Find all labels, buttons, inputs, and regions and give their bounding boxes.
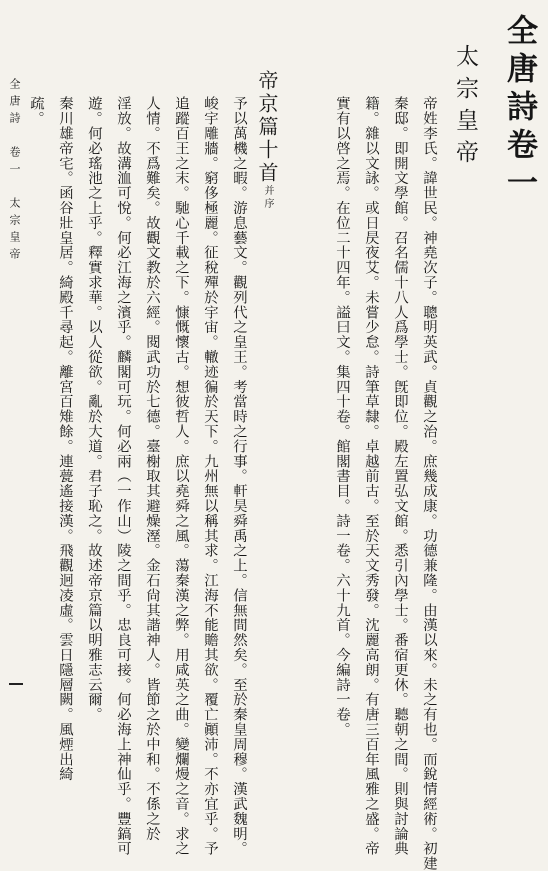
author-name: 太宗皇帝 [452,44,478,172]
body-line: 疏。 [28,96,44,126]
volume-title: 全唐詩卷一 [501,14,537,204]
margin-rule [9,683,23,685]
body-line: 予以萬機之暇。游息藝文。觀列代之皇王。考當時之行事。軒昊舜禹之上。信無間然矣。至於秦皇周穆。漢武魏明。 [231,96,247,856]
preface-line: 實有以啓之焉。在位二十四年。謚曰文。集四十卷。館閣書目。詩一卷。六十九首。今編詩一卷。 [334,96,350,737]
poem-title-text: 帝京篇十首 [255,70,279,185]
preface-line: 帝姓李氏。諱世民。神堯次子。聰明英武。貞觀之治。庶幾成康。功德兼隆。由漢以來。未之有也。而銳情經術。初建 [421,96,437,871]
body-line: 追蹤百王之末。馳心千載之下。慷慨懷古。想彼哲人。庶以堯舜之風。蕩秦漢之弊。用咸英之曲。變爛熳之音。求之 [173,96,189,856]
preface-line: 秦邸。即開文學館。召名儒十八人爲學士。旣即位。殿左置弘文館。悉引內學士。番宿更休。聽朝之間。則與討論典 [392,96,408,856]
body-line: 秦川雄帝宅。函谷壯皇居。綺殿千尋起。離宮百雉餘。連甍遙接漢。飛觀迥凌虛。雲日隱層闕。風煙出綺 [57,96,73,782]
body-line: 淫放。故溝洫可悅。何必江海之濱乎。麟閣可玩。何必兩（一作山）陵之間乎。忠良可接。何必海上神仙乎。豐鎬可 [115,96,131,856]
body-line: 遊。何必瑤池之上乎。釋實求華。以人從欲。亂於大道。君子恥之。故述帝京篇以明雅志云爾。 [86,96,102,722]
body-line: 人情。不爲難矣。故觀文教於六經。閱武功於七德。臺榭取其避燥溼。金石尙其諧神人。皆節之於中和。不係之於 [144,96,160,841]
poem-title [253,70,282,211]
running-head: 全唐詩 卷一 太宗皇帝 [8,78,21,265]
preface-line: 籍。雜以文詠。或日昃夜艾。未嘗少怠。詩筆草隸。卓越前古。至於天文秀發。沈麗高朗。有唐三百年風雅之盛。帝 [363,96,379,856]
body-line: 峻宇雕牆。窮侈極麗。征稅殫於宇宙。轍迹徧於天下。九州無以稱其求。江海不能贍其欲。覆亡顚沛。不亦宜乎。予 [202,96,218,856]
poem-title-note: 并序 [262,185,273,211]
